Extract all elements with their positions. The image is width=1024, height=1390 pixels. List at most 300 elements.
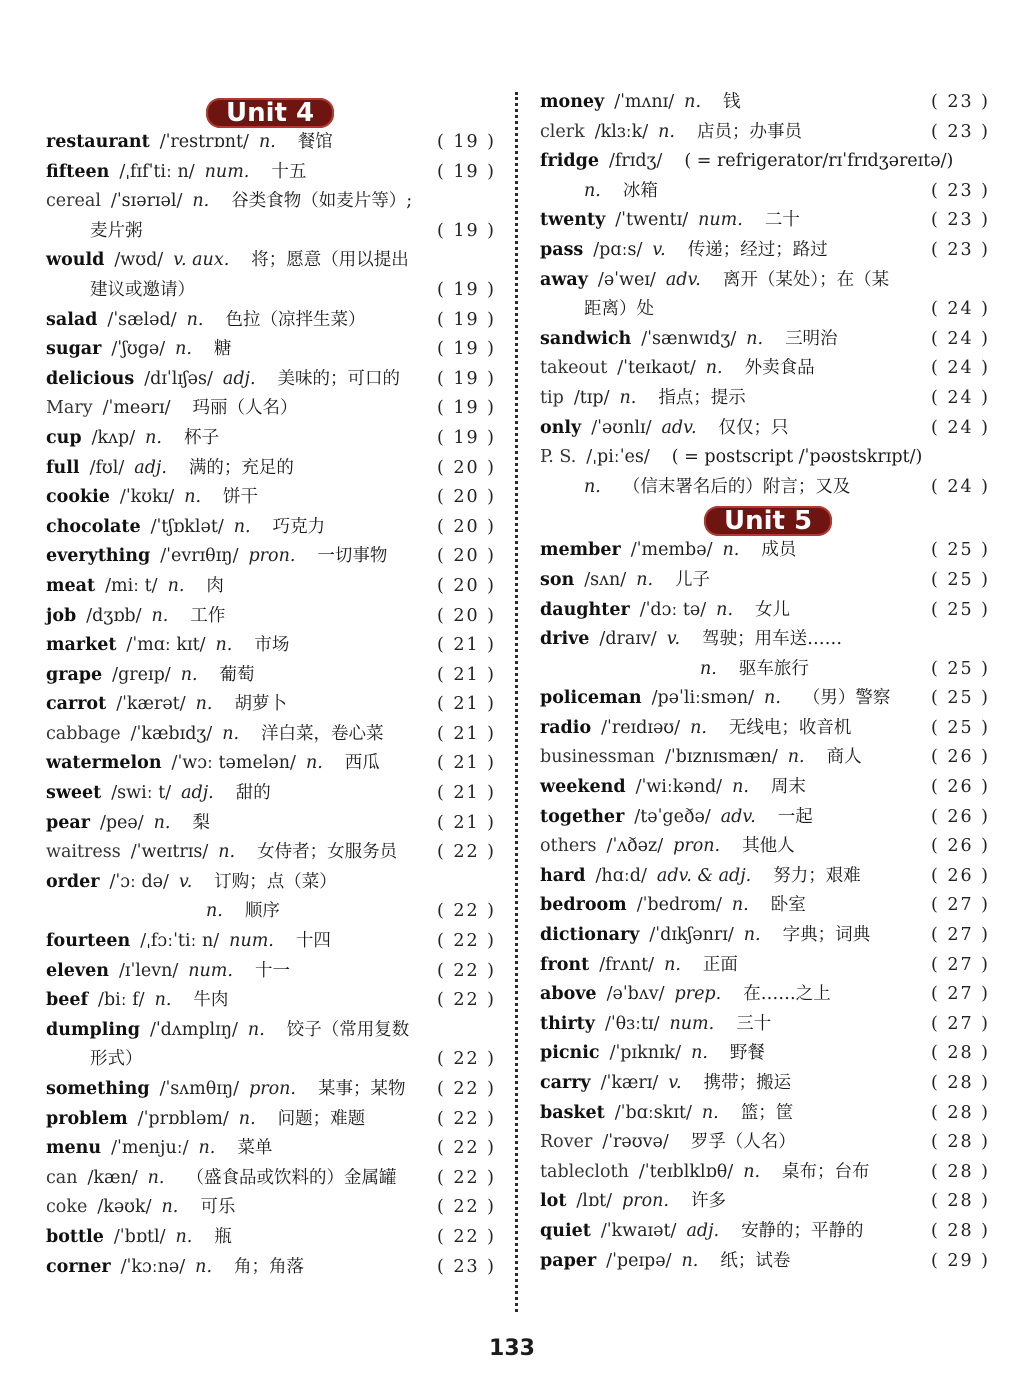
meaning: 饺子（常用复数 [286, 1019, 410, 1040]
meaning: 西瓜 [344, 753, 380, 774]
meaning: 胡萝卜 [234, 694, 287, 715]
page-reference: ( 27 ) [930, 954, 990, 975]
phonetic: /frʌnt/ [599, 954, 655, 975]
meaning: 钱 [723, 92, 741, 112]
vocab-entry [46, 513, 496, 543]
meaning: 饼干 [223, 487, 259, 508]
part-of-speech: pron. [249, 1079, 296, 1099]
page-reference: ( 20 ) [436, 605, 496, 626]
part-of-speech: n. [195, 694, 213, 715]
phonetic: /ˈbedrʊm/ [636, 895, 722, 916]
meaning: 桌布；台布 [782, 1161, 870, 1182]
page-reference: ( 21 ) [436, 783, 496, 804]
phonetic: /swiː t/ [111, 783, 172, 804]
meaning: 驾驶；用车送…… [702, 629, 843, 650]
vocab-entry [46, 187, 496, 217]
meaning: 十一 [254, 960, 290, 981]
page-reference: ( 19 ) [436, 339, 496, 360]
meaning: 卧室 [770, 895, 806, 916]
meaning-continuation: 麦片粥 [90, 220, 143, 241]
meaning: 三十 [736, 1013, 772, 1034]
page-reference: ( 25 ) [930, 717, 990, 738]
meaning: 谷类食物（如麦片等）; [231, 191, 413, 212]
meaning: 巧克力 [272, 516, 326, 537]
phonetic: /ˈevrɪθɪŋ/ [160, 546, 239, 567]
vocab-entry [46, 158, 496, 188]
meaning: 努力；艰难 [773, 865, 861, 886]
page-reference: ( 29 ) [930, 1250, 990, 1271]
page-reference: ( 25 ) [930, 688, 990, 709]
phonetic: /ˈmeərɪ/ [102, 398, 171, 419]
headword: market [46, 635, 117, 656]
part-of-speech: num. [698, 210, 743, 231]
part-of-speech: adv. [661, 417, 697, 438]
meaning: 店员；办事员 [696, 121, 802, 142]
phonetic: /ˈsæləd/ [107, 309, 177, 330]
part-of-speech: adj. [222, 368, 256, 389]
vocab-entry [540, 566, 990, 596]
meaning: 洋白菜，卷心菜 [261, 723, 384, 744]
page-reference: ( 23 ) [436, 1256, 496, 1277]
part-of-speech: n. [764, 688, 781, 709]
part-of-speech: n. [619, 387, 637, 408]
meaning: ( = postscript /ˈpəʊstskrɪpt/) [671, 447, 923, 468]
headword: weekend [540, 777, 626, 798]
page-reference: ( 28 ) [930, 1220, 990, 1241]
phonetic: /klɜːk/ [594, 121, 649, 142]
headword: would [46, 250, 105, 271]
headword: menu [46, 1138, 102, 1159]
part-of-speech: n. [175, 339, 192, 360]
headword: carry [540, 1073, 591, 1093]
part-of-speech: n. [305, 753, 323, 774]
meaning: 一切事物 [317, 546, 388, 567]
page-reference: ( 19 ) [436, 309, 496, 330]
vocab-list-unit-4-continued [540, 88, 990, 502]
vocab-entry [46, 779, 496, 809]
part-of-speech: n. [731, 895, 749, 916]
page-reference: ( 22 ) [436, 1167, 496, 1188]
phonetic: /ˌfɔːˈtiː n/ [140, 931, 220, 952]
vocab-entry [46, 1193, 496, 1223]
part-of-speech: n. [184, 487, 202, 508]
page-reference: ( 27 ) [930, 984, 990, 1005]
page-reference: ( 25 ) [930, 569, 990, 590]
phonetic: /tɪp/ [573, 387, 610, 408]
vocab-entry [46, 1134, 496, 1164]
page-reference: ( 19 ) [436, 427, 496, 448]
headword: pass [540, 239, 584, 260]
headword: daughter [540, 599, 630, 620]
part-of-speech: n. [206, 901, 223, 922]
page-reference: ( 27 ) [930, 1013, 990, 1034]
part-of-speech: n. [664, 954, 681, 975]
vocab-entry [46, 483, 496, 513]
vocab-entry [46, 217, 496, 247]
page-reference: ( 24 ) [930, 387, 990, 408]
headword: others [540, 836, 597, 857]
vocab-entry [540, 1158, 990, 1188]
vocab-entry [540, 862, 990, 892]
part-of-speech: n. [584, 476, 601, 497]
meaning: 三明治 [785, 328, 838, 349]
meaning: 顺序 [244, 901, 280, 922]
page-reference: ( 22 ) [436, 990, 496, 1011]
vocab-entry [46, 720, 496, 750]
phonetic: /kæn/ [87, 1167, 138, 1188]
phonetic: /əˈbʌv/ [606, 984, 665, 1005]
vocab-entry [540, 1039, 990, 1069]
vocab-entry [540, 1069, 990, 1099]
vocab-entry [540, 714, 990, 744]
vocab-entry [540, 596, 990, 626]
page-reference: ( 25 ) [930, 540, 990, 561]
page-reference: ( 22 ) [436, 1138, 496, 1159]
phonetic: /ˈprɒbləm/ [137, 1108, 229, 1129]
page-reference: ( 24 ) [930, 417, 990, 438]
part-of-speech: n. [233, 516, 251, 537]
headword: businessman [540, 747, 655, 768]
headword: above [540, 984, 597, 1005]
phonetic: /ˈʃʊgə/ [111, 339, 166, 360]
phonetic: /ˈdɔː tə/ [639, 599, 707, 620]
part-of-speech: n. [175, 1226, 193, 1247]
part-of-speech: v. [178, 871, 193, 892]
phonetic: /ˈsænwɪdʒ/ [641, 328, 737, 349]
part-of-speech: n. [186, 309, 204, 330]
vocab-list-unit-5 [540, 536, 990, 1276]
vocab-entry [540, 177, 990, 207]
page-reference: ( 25 ) [930, 599, 990, 620]
vocab-entry [540, 1247, 990, 1277]
headword: hard [540, 865, 586, 886]
phonetic: /ˈkærɪ/ [600, 1073, 659, 1093]
vocab-entry [540, 891, 990, 921]
part-of-speech: num. [229, 931, 274, 952]
phonetic: /ˈmembə/ [630, 540, 713, 561]
page-reference: ( 22 ) [436, 1108, 496, 1129]
vocab-entry [540, 743, 990, 773]
part-of-speech: n. [700, 658, 717, 679]
vocab-entry [540, 536, 990, 566]
part-of-speech: n. [247, 1019, 265, 1040]
part-of-speech: v. [652, 239, 666, 260]
phonetic: /ˈmenjuː/ [111, 1138, 189, 1159]
headword: waitress [46, 842, 121, 863]
phonetic: /ˈmɑː kɪt/ [126, 635, 206, 656]
part-of-speech: n. [258, 132, 276, 152]
phonetic: /kəʊk/ [97, 1197, 152, 1218]
vocab-entry [46, 276, 496, 306]
phonetic: /wʊd/ [114, 250, 164, 271]
meaning: 篮；筐 [740, 1102, 794, 1123]
meaning: 离开（某处）；在（某 [722, 269, 890, 290]
part-of-speech: n. [198, 1138, 216, 1159]
phonetic: /ˈpɪknɪk/ [609, 1043, 682, 1064]
phonetic: /ˈɔː də/ [109, 871, 169, 892]
page-reference: ( 20 ) [436, 546, 496, 567]
meaning-continuation: 建议或邀请） [90, 279, 195, 300]
page-reference: ( 23 ) [930, 92, 990, 112]
vocab-entry [46, 1075, 496, 1105]
part-of-speech: prep. [674, 984, 722, 1005]
meaning: 外卖食品 [744, 358, 815, 379]
phonetic: /ˈkʊkɪ/ [119, 487, 175, 508]
headword: everything [46, 546, 151, 567]
phonetic: /draɪv/ [599, 629, 657, 650]
vocab-entry [46, 128, 496, 158]
page-reference: ( 24 ) [930, 476, 990, 497]
meaning: 十五 [271, 161, 307, 182]
page-reference: ( 22 ) [436, 1049, 496, 1070]
headword: Rover [540, 1132, 593, 1153]
headword: carrot [46, 694, 107, 715]
phonetic: /ˈteɪblklɒθ/ [638, 1161, 734, 1182]
part-of-speech: n. [690, 717, 707, 738]
part-of-speech: n. [154, 990, 172, 1011]
part-of-speech: n. [636, 569, 654, 590]
meaning: 仅仅；只 [718, 417, 789, 438]
vocab-entry [46, 927, 496, 957]
phonetic: /ˈsɪərɪəl/ [110, 191, 183, 212]
meaning: 二十 [764, 210, 800, 231]
headword: P. S. [540, 447, 577, 468]
meaning: 一起 [777, 806, 813, 827]
phonetic: /sʌn/ [584, 569, 627, 590]
headword: dictionary [540, 925, 640, 946]
headword: radio [540, 717, 592, 738]
page-reference: ( 25 ) [930, 658, 990, 679]
page-reference: ( 28 ) [930, 1073, 990, 1093]
meaning: 肉 [206, 575, 224, 596]
vocab-entry [540, 266, 990, 296]
phonetic: /ˈθɜːtɪ/ [604, 1013, 660, 1034]
phonetic: /dɪˈlɪʃəs/ [144, 368, 213, 389]
headword: away [540, 269, 588, 290]
page-reference: ( 20 ) [436, 575, 496, 596]
vocab-entry [540, 443, 990, 473]
phonetic: /ˈkæbɪdʒ/ [130, 723, 213, 744]
headword: eleven [46, 960, 109, 981]
headword: thirty [540, 1013, 595, 1034]
right-column [540, 88, 990, 1276]
vocab-entry [540, 921, 990, 951]
phonetic: /ˈrestrɒnt/ [159, 132, 249, 152]
part-of-speech: n. [153, 812, 171, 833]
headword: pear [46, 812, 90, 833]
page-number: 133 [489, 1336, 535, 1361]
phonetic: /ˈdɪkʃənrɪ/ [649, 925, 734, 946]
page-reference: ( 28 ) [930, 1132, 990, 1153]
vocab-entry [540, 1099, 990, 1129]
headword: member [540, 540, 621, 561]
vocab-entry [540, 1187, 990, 1217]
part-of-speech: pron. [622, 1191, 669, 1212]
part-of-speech: n. [681, 1250, 699, 1271]
part-of-speech: n. [701, 1102, 719, 1123]
meaning: 牛肉 [193, 990, 229, 1011]
page-reference: ( 24 ) [930, 299, 990, 320]
vocab-entry [540, 354, 990, 384]
headword: son [540, 569, 575, 590]
phonetic: /ˈkwaɪət/ [600, 1220, 677, 1241]
part-of-speech: v. [666, 629, 681, 650]
headword: full [46, 457, 80, 478]
vocab-entry [46, 424, 496, 454]
meaning: 儿子 [675, 569, 711, 590]
meaning: 在……之上 [743, 984, 831, 1005]
headword: cup [46, 427, 82, 448]
phonetic: /dʒɒb/ [86, 605, 142, 626]
vocab-entry [46, 868, 496, 898]
part-of-speech: n. [151, 605, 169, 626]
meaning: （信末署名后的）附言；又及 [622, 476, 851, 497]
vocab-entry [46, 306, 496, 336]
vocab-entry [46, 335, 496, 365]
headword: basket [540, 1102, 605, 1123]
vocab-entry [46, 809, 496, 839]
headword: bedroom [540, 895, 627, 916]
phonetic: /lɒt/ [576, 1191, 613, 1212]
vocab-entry [46, 838, 496, 868]
phonetic: /peə/ [99, 812, 144, 833]
vocab-entry [46, 1164, 496, 1194]
meaning: 工作 [190, 605, 226, 626]
headword: order [46, 871, 100, 892]
phonetic: /təˈgeðə/ [634, 806, 711, 827]
page-reference: ( 22 ) [436, 842, 496, 863]
page-reference: ( 26 ) [930, 777, 990, 798]
meaning: 冰箱 [622, 180, 658, 201]
part-of-speech: pron. [673, 836, 721, 857]
meaning: 正面 [702, 954, 738, 975]
phonetic: /ˈteɪkaʊt/ [617, 358, 696, 379]
part-of-speech: adv. [665, 269, 701, 290]
vocab-entry [540, 473, 990, 503]
headword: beef [46, 990, 89, 1011]
meaning: 糖 [213, 339, 232, 360]
part-of-speech: v. aux. [173, 250, 230, 271]
phonetic: /frɪdʒ/ [609, 151, 663, 172]
meaning: 无线电；收音机 [728, 717, 852, 738]
headword: fourteen [46, 931, 131, 952]
phonetic: /greɪp/ [112, 664, 171, 685]
headword: salad [46, 309, 98, 330]
meaning: 安静的；平静的 [741, 1220, 864, 1241]
part-of-speech: n. [161, 1197, 179, 1218]
phonetic: /ˌpiːˈes/ [586, 447, 650, 468]
meaning: （盛食品或饮料的）金属罐 [186, 1167, 397, 1188]
page-reference: ( 28 ) [930, 1191, 990, 1212]
page-reference: ( 24 ) [930, 358, 990, 379]
page-reference: ( 20 ) [436, 457, 496, 478]
headword: money [540, 92, 605, 112]
page-reference: ( 19 ) [436, 161, 496, 182]
part-of-speech: n. [684, 92, 702, 112]
headword: dumpling [46, 1019, 140, 1040]
page-reference: ( 19 ) [436, 220, 496, 241]
meaning: 携带；搬运 [703, 1073, 792, 1093]
page-reference: ( 23 ) [930, 239, 990, 260]
meaning: 杯子 [183, 427, 219, 448]
phonetic: /kʌp/ [91, 427, 136, 448]
part-of-speech: pron. [248, 546, 296, 567]
vocab-entry [46, 749, 496, 779]
phonetic: /ˌfɪfˈtiː n/ [119, 161, 195, 182]
part-of-speech: num. [188, 960, 233, 981]
page-reference: ( 22 ) [436, 931, 496, 952]
headword: delicious [46, 368, 135, 389]
meaning: 野餐 [729, 1043, 765, 1064]
page-reference: ( 26 ) [930, 865, 990, 886]
page-reference: ( 26 ) [930, 747, 990, 768]
headword: cereal [46, 191, 101, 212]
headword: tip [540, 387, 564, 408]
part-of-speech: n. [180, 664, 198, 685]
headword: fridge [540, 151, 600, 172]
part-of-speech: n. [716, 599, 734, 620]
part-of-speech: n. [743, 925, 761, 946]
page-reference: ( 21 ) [436, 753, 496, 774]
headword: together [540, 806, 625, 827]
vocab-entry [540, 951, 990, 981]
phonetic: /ˈkærət/ [116, 694, 186, 715]
vocab-entry [540, 655, 990, 685]
headword: meat [46, 575, 96, 596]
meaning: 商人 [826, 747, 862, 768]
part-of-speech: n. [584, 180, 601, 201]
phonetic: /əˈweɪ/ [597, 269, 656, 290]
vocab-entry [46, 957, 496, 987]
vocab-entry [540, 384, 990, 414]
part-of-speech: v. [668, 1073, 682, 1093]
page-reference: ( 19 ) [436, 398, 496, 419]
page-reference: ( 19 ) [436, 132, 496, 152]
part-of-speech: n. [705, 358, 723, 379]
headword: corner [46, 1256, 111, 1277]
phonetic: /ˈʌðəz/ [606, 836, 664, 857]
headword: sugar [46, 339, 102, 360]
meaning: 市场 [254, 635, 290, 656]
phonetic: /ˈtwentɪ/ [615, 210, 689, 231]
vocab-entry [46, 631, 496, 661]
vocab-entry [46, 690, 496, 720]
meaning: 罗孚（人名） [690, 1132, 796, 1153]
phonetic: /pəˈliːsmən/ [651, 688, 755, 709]
meaning: ( = refrigerator/rɪˈfrɪdʒəreɪtə/) [684, 151, 954, 172]
vocab-entry [540, 803, 990, 833]
headword: drive [540, 629, 590, 650]
phonetic: /ˈpeɪpə/ [606, 1250, 672, 1271]
vocab-entry [46, 365, 496, 395]
vocab-entry [540, 88, 990, 118]
meaning: 玛丽（人名） [192, 398, 298, 419]
column-divider [515, 92, 518, 1312]
page-reference: ( 21 ) [436, 664, 496, 685]
headword: can [46, 1167, 78, 1188]
meaning: 纸；试卷 [720, 1250, 791, 1271]
vocab-entry [540, 1128, 990, 1158]
part-of-speech: adj. [134, 457, 167, 478]
headword: front [540, 954, 590, 975]
part-of-speech: num. [669, 1013, 715, 1034]
headword: lot [540, 1191, 567, 1212]
meaning: 满的；充足的 [188, 457, 294, 478]
vocab-entry [540, 832, 990, 862]
vocab-entry [46, 542, 496, 572]
part-of-speech: n. [743, 1161, 761, 1182]
headword: takeout [540, 358, 608, 379]
